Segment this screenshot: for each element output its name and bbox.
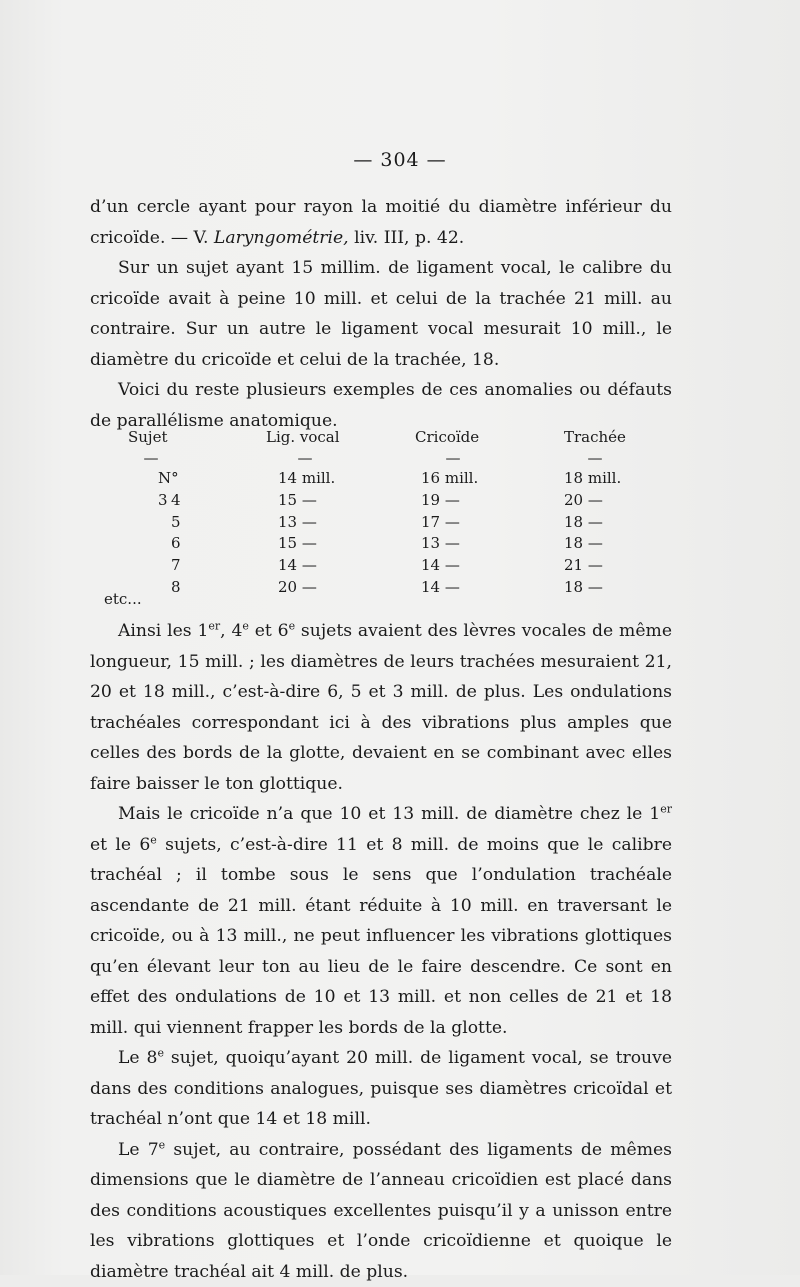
ordinal-superscript: e xyxy=(242,619,249,632)
table-cell: 14 — xyxy=(415,555,525,577)
ordinal-superscript: er xyxy=(660,802,672,815)
table-column-sujet xyxy=(128,426,188,599)
table-cell: 14 — xyxy=(415,577,525,599)
table-cell: 16 mill. xyxy=(415,468,525,490)
ordinal-superscript: e xyxy=(289,619,296,632)
ordinal-superscript: e xyxy=(157,1046,164,1059)
paragraph xyxy=(90,616,672,799)
paragraph-text: d’un cercle ayant pour rayon la moitié du diamètre inférieur du cricoïde. — V. xyxy=(90,197,672,248)
table-cell: 15 — xyxy=(266,533,376,555)
table-header: Lig. vocal xyxy=(266,426,376,448)
table-cell: 21 — xyxy=(564,555,674,577)
table-cell: 14 — xyxy=(266,555,376,577)
text-run: Le 8 xyxy=(118,1048,157,1068)
paragraph xyxy=(90,1135,672,1287)
table-etc: etc... xyxy=(104,590,142,608)
text-run: sujets avaient des lèvres vocales de même longueur, 15 mill. ; les diamètres de leurs trachées mesuraient 21, 20 et 18 mill., c’est-à-dire 6, 5 et 3 mill. de plus. Les ondulations trachéales correspondant ici à des vibrations plus amples que celles des bords de la glotte, devaient en se combinant avec elles faire baisser le ton glottique. xyxy=(90,621,672,794)
table-column-cricoide xyxy=(415,426,525,599)
paragraph: Sur un sujet ayant 15 millim. de ligament vocal, le calibre du cricoïde avait à peine 10 mill. et celui de la trachée 21 mill. au contraire. Sur un autre le ligament vocal mesurait 10 mill., le diamètre du cricoïde et celui de la trachée, 18. xyxy=(90,253,672,375)
table-header-dash: — xyxy=(128,448,174,468)
table-cell: 17 — xyxy=(415,512,525,534)
table-cell: 13 — xyxy=(266,512,376,534)
text-run: sujets, c’est-à-dire 11 et 8 mill. de moins que le calibre trachéal ; il tombe sous le sens que l’ondulation trachéale ascendante de 21 mill. étant réduite à 10 mill. en traversant le cricoïde, ou à 13 mill., ne peut influencer les vibrations glottiques qu’en élevant leur ton au lieu de le faire descendre. Ce sont en effet des ondulations de 10 et 13 mill. et non celles de 21 et 18 mill. qui viennent frapper les bords de la glotte. xyxy=(90,835,672,1038)
table-cell: 5 xyxy=(128,512,188,534)
table-cell: N° 3 xyxy=(128,468,188,490)
paragraph xyxy=(90,799,672,1043)
table-cell: 14 mill. xyxy=(266,468,376,490)
table-header-dash: — xyxy=(564,448,626,468)
table-cell: 6 xyxy=(128,533,188,555)
table-cell: 13 — xyxy=(415,533,525,555)
top-text-block xyxy=(90,192,672,436)
text-run: Ainsi les 1 xyxy=(118,621,208,641)
paragraph xyxy=(90,1043,672,1135)
table-cell: 19 — xyxy=(415,490,525,512)
bottom-text-block xyxy=(90,616,672,1287)
paragraph-continuation xyxy=(90,192,672,253)
table-header: Cricoïde xyxy=(415,426,525,448)
table-header: Trachée xyxy=(564,426,674,448)
text-run: Mais le cricoïde n’a que 10 et 13 mill. de diamètre chez le 1 xyxy=(118,804,660,824)
text-run: et le 6 xyxy=(90,835,150,855)
text-run: , 4 xyxy=(220,621,242,641)
paragraph-text: liv. III, p. 42. xyxy=(349,228,465,248)
book-title-italic: Laryngométrie, xyxy=(214,228,349,248)
text-run: Le 7 xyxy=(118,1140,159,1160)
text-run: et 6 xyxy=(249,621,289,641)
table-header-dash: — xyxy=(415,448,491,468)
page-number: — 304 — xyxy=(0,149,800,171)
table-column-lig-vocal xyxy=(266,426,376,599)
table-cell: 18 — xyxy=(564,577,674,599)
table-cell: 18 mill. xyxy=(564,468,674,490)
table-header: Sujet xyxy=(128,426,188,448)
table-header-dash: — xyxy=(266,448,344,468)
text-run: sujet, au contraire, possédant des ligaments de mêmes dimensions que le diamètre de l’anneau cricoïdien est placé dans des conditions acoustiques excellentes puisqu’il y a unisson entre les vibrations glottiques et l’onde cricoïdienne et quoique le diamètre trachéal ait 4 mill. de plus. xyxy=(90,1140,672,1282)
ordinal-superscript: e xyxy=(150,833,157,846)
table-cell: 7 xyxy=(128,555,188,577)
table-cell: 18 — xyxy=(564,512,674,534)
text-run: sujet, quoiqu’ayant 20 mill. de ligament vocal, se trouve dans des conditions analogues, puisque ses diamètres cricoïdal et trachéal n’ont que 14 et 18 mill. xyxy=(90,1048,672,1129)
table-cell: 15 — xyxy=(266,490,376,512)
table-cell: 8 xyxy=(128,577,188,599)
paragraph: Voici du reste plusieurs exemples de ces anomalies ou défauts de parallélisme anatomique. xyxy=(90,375,672,436)
ordinal-superscript: er xyxy=(208,619,220,632)
table-column-trachee xyxy=(564,426,674,599)
ordinal-superscript: e xyxy=(159,1138,166,1151)
table-cell: 18 — xyxy=(564,533,674,555)
table-cell: 20 — xyxy=(564,490,674,512)
table-cell: 4 xyxy=(128,490,188,512)
table-cell: 20 — xyxy=(266,577,376,599)
